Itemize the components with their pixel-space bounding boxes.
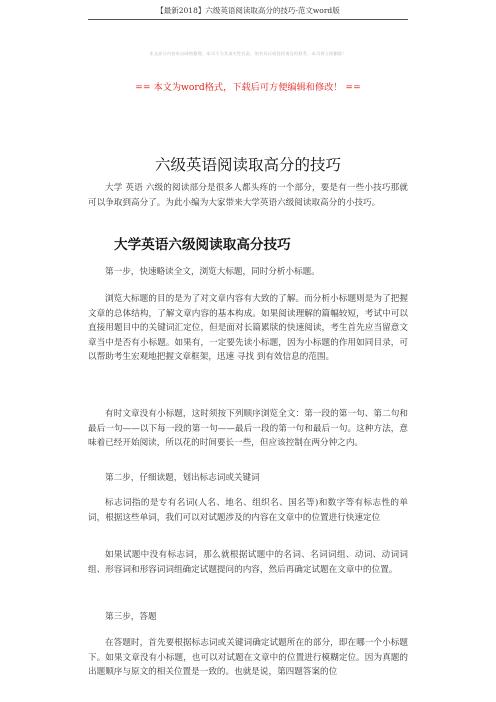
header-divider <box>88 19 408 20</box>
step2-paragraph: 如果试题中没有标志词，那么就根据试题中的名词、名词词组、动词、动词词组、形容词和形容词词组确定试题提问的内容，然后再确定试题在文章中的位置。 <box>88 550 408 575</box>
step2-paragraph: 标志词指的是专有名词(人名、地名、组织名、国名等)和数字等有标志性的单词，根据这些单词，我们可以对试题涉及的内容在文章中的位置进行快速定位 <box>88 498 408 523</box>
step1-heading: 第一步，快速略读全文，浏览大标题，同时分析小标题。 <box>105 267 320 277</box>
document-title: 六级英语阅读取高分的技巧 <box>154 156 341 174</box>
section-heading: 大学英语六级阅读取高分技巧 <box>114 237 291 253</box>
step3-paragraph: 在答题时，首先要根据标志词或关键词确定试题所在的部分，即在哪一个小标题下。如果文章没有小标题，也可以对试题在文章中的位置进行模糊定位。因为真题的出题顺序与原文的相关位置是一致的。也就是说，第四题答案的位 <box>88 638 408 678</box>
intro-paragraph: 大学 英语 六级的阅读部分是很多人都头疼的一个部分，要是有一些小技巧那就可以争取到高分了。为此小编为大家带来大学英语六级阅读取高分的小技巧。 <box>88 183 408 208</box>
disclaimer-text: 本文部分内容来自网络整理，本司不为其真实性负责，如有异议或侵权请及时联系，本司将立即删除！ <box>149 51 347 56</box>
page-header: 【最新2018】六级英语阅读取高分的技巧-范文word版 <box>156 6 340 15</box>
step2-heading: 第二步，仔细读题，划出标志词或关键词 <box>105 473 260 483</box>
step3-heading: 第三步，答题 <box>105 612 157 622</box>
step1-paragraph: 有时文章没有小标题，这时须按下列顺序浏览全文：第一段的第一句、第二句和最后一句——以下每一段的第一句——最后一段的第一句和最后一句。这种方法，意味着已经开始阅读，所以花的时间要长一些，但应该控制在两分钟之内。 <box>88 409 408 449</box>
word-format-notice: == 本文为word格式，下载后可方便编辑和修改！ == <box>135 82 361 93</box>
step1-paragraph: 浏览大标题的目的是为了对文章内容有大致的了解。而分析小标题则是为了把握文章的总体结构，了解文章内容的基本构成。如果阅读理解的篇幅较短，考试中可以直接用题目中的关键词汇定位，但是面对长篇累牍的快速阅读，考生首先应当留意文章当中是否有小标题。如果有，一定要先读小标题，因为小标题的作用如同目录，可以帮助考生宏观地把握文章框架，迅速 寻找 到有效信息的范围。 <box>88 294 408 363</box>
